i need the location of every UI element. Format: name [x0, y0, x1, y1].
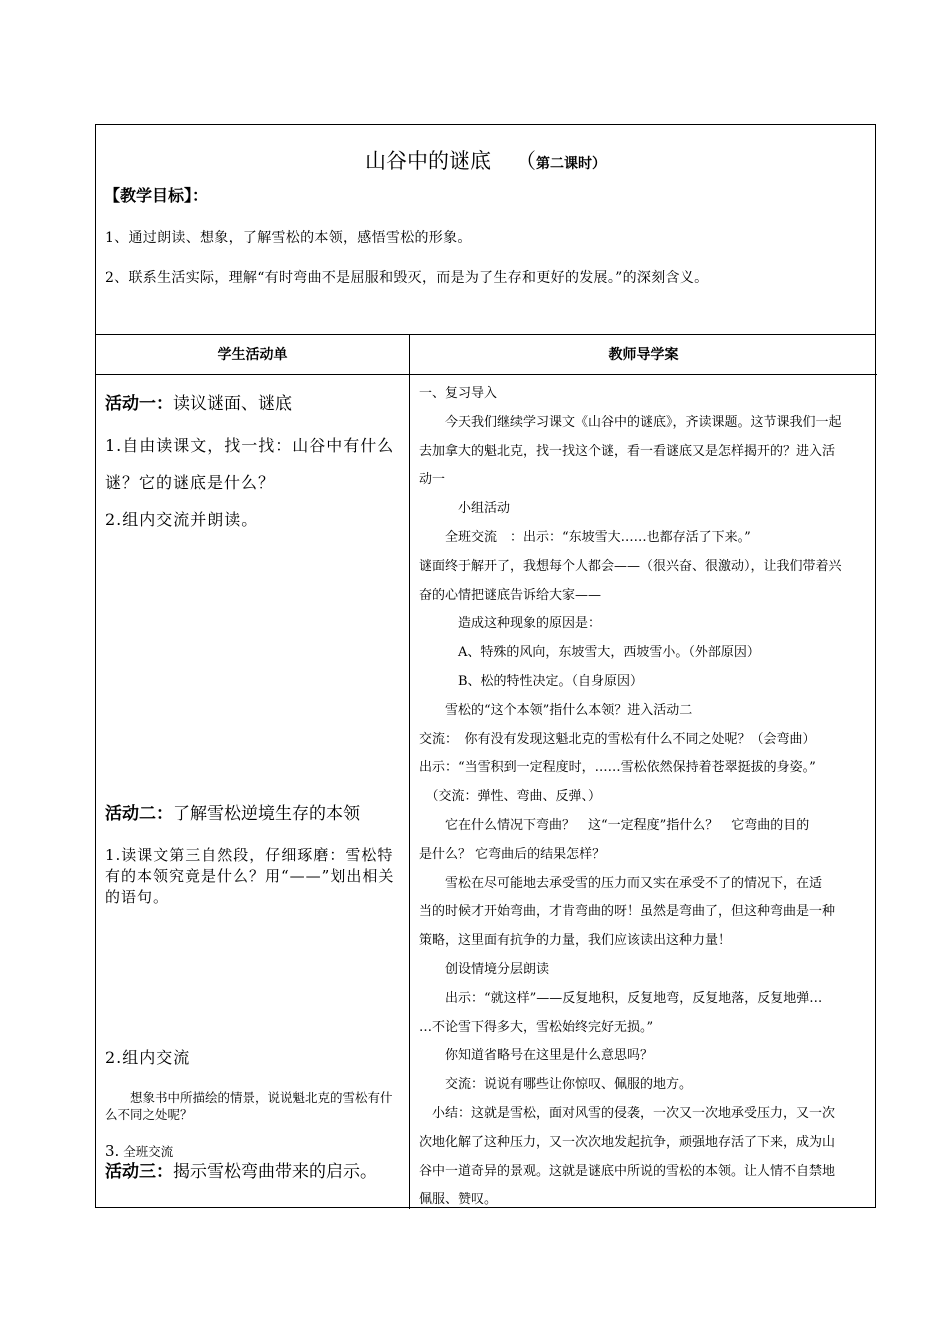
teacher-line: 当的时候才开始弯曲，才肯弯曲的呀！虽然是弯曲了，但这种弯曲是一种: [419, 904, 836, 919]
activity-two-heading: [105, 799, 360, 824]
teacher-line: 是什么？ 它弯曲后的结果怎样？: [419, 847, 606, 862]
teacher-line: 交流：说说有哪些让你惊叹、佩服的地方。: [419, 1077, 693, 1092]
activity-two-prefix: 活动二：: [105, 804, 173, 824]
teacher-line: 奋的心情把谜底告诉给大家——: [419, 588, 602, 603]
teacher-line: （交流：弹性、弯曲、反弹、）: [419, 789, 602, 804]
teacher-line: 出示：“就这样”——反复地积，反复地弯，反复地落，反复地弹…: [419, 991, 823, 1006]
activity-one-title: 读议谜面、谜底: [173, 394, 292, 414]
teacher-line: 雪松的“这个本领”指什么本领？进入活动二: [419, 703, 693, 718]
teacher-line: 策略，这里面有抗争的力量，我们应该读出这种力量！: [419, 933, 732, 948]
activity-two-item: 2.组内交流: [105, 1048, 191, 1067]
column-header-student: 学生活动单: [96, 335, 410, 375]
column-divider: [409, 375, 410, 1209]
teacher-line: 动一: [419, 472, 446, 487]
title-paren: （: [515, 149, 536, 173]
teacher-line: 小结：这就是雪松，面对风雪的侵袭，一次又一次地承受压力，又一次: [419, 1106, 836, 1121]
goal-item: 1、通过朗读、想象，了解雪松的本领，感悟雪松的形象。: [105, 230, 472, 246]
title-subtitle: 第二课时）: [536, 156, 606, 172]
activity-three-prefix: 活动三：: [105, 1162, 173, 1182]
activity-two-item3-number: 3.: [105, 1142, 120, 1160]
activity-one-item: 2.组内交流并朗读。: [105, 510, 259, 529]
activity-two-title: 了解雪松逆境生存的本领: [173, 804, 360, 824]
teacher-line: 谜面终于解开了，我想每个人都会——（很兴奋、很激动），让我们带着兴: [419, 559, 842, 574]
teacher-line: 佩服、赞叹。: [419, 1192, 498, 1207]
activity-two-item: 1.读课文第三自然段，仔细琢磨：雪松特有的本领究竟是什么？用“——”划出相关的语句。: [105, 846, 395, 906]
teacher-line: B、松的特性决定。（自身原因）: [419, 674, 644, 689]
goal-item: 2、联系生活实际，理解“有时弯曲不是屈服和毁灭，而是为了生存和更好的发展。”的深刻含义。: [105, 270, 709, 286]
activity-three-title: 揭示雪松弯曲带来的启示。: [173, 1162, 377, 1182]
column-header-teacher: 教师导学案: [410, 335, 877, 375]
goals-heading: 【教学目标】：: [104, 186, 209, 205]
lesson-plan-table: [95, 124, 876, 1208]
teacher-line: 出示：“当雪积到一定程度时，……雪松依然保持着苍翠挺拔的身姿。”: [419, 760, 816, 775]
teacher-line: 一、复习导入: [419, 386, 498, 401]
teacher-line: 创设情境分层朗读: [419, 962, 550, 977]
teacher-line: 谷中一道奇异的景观。这就是谜底中所说的雪松的本领。让人情不自禁地: [419, 1164, 836, 1179]
activity-two-item3-text: 全班交流: [123, 1144, 174, 1159]
page-title: [96, 145, 875, 175]
teacher-line: …不论雪下得多大，雪松始终完好无损。”: [419, 1020, 654, 1035]
teacher-line: A、特殊的风向，东坡雪大，西坡雪小。（外部原因）: [419, 645, 760, 660]
teacher-line: 交流： 你有没有发现这魁北克的雪松有什么不同之处呢？（会弯曲）: [419, 732, 816, 747]
activity-one-item: 1.自由读课文，找一找：山谷中有什么谜？它的谜底是什么？: [105, 436, 395, 492]
teacher-line: 小组活动: [419, 501, 511, 516]
teacher-line: 今天我们继续学习课文《山谷中的谜底》，齐读课题。这节课我们一起: [419, 415, 842, 430]
teacher-line: 造成这种现象的原因是：: [419, 616, 602, 631]
teacher-line: 全班交流 ：出示：“东坡雪大……也都存活了下来。”: [419, 530, 751, 545]
teacher-line: 雪松在尽可能地去承受雪的压力而又实在承受不了的情况下，在适: [419, 876, 823, 891]
title-text: 山谷中的谜底: [365, 149, 491, 173]
activity-one-heading: [105, 389, 292, 414]
activity-two-note: 想象书中所描绘的情景，说说魁北克的雪松有什么不同之处呢？: [105, 1090, 393, 1122]
activity-one-prefix: 活动一：: [105, 394, 173, 414]
teacher-line: 次地化解了这种压力，又一次次地发起抗争，顽强地存活了下来，成为山: [419, 1135, 836, 1150]
teacher-line: 它在什么情况下弯曲？ 这“一定程度”指什么？ 它弯曲的目的: [419, 818, 810, 833]
lesson-header: [96, 125, 875, 335]
activity-three-heading: [105, 1157, 377, 1182]
teacher-line: 去加拿大的魁北克，找一找这个谜，看一看谜底又是怎样揭开的？进入活: [419, 444, 836, 459]
teacher-line: 你知道省略号在这里是什么意思吗？: [419, 1048, 654, 1063]
